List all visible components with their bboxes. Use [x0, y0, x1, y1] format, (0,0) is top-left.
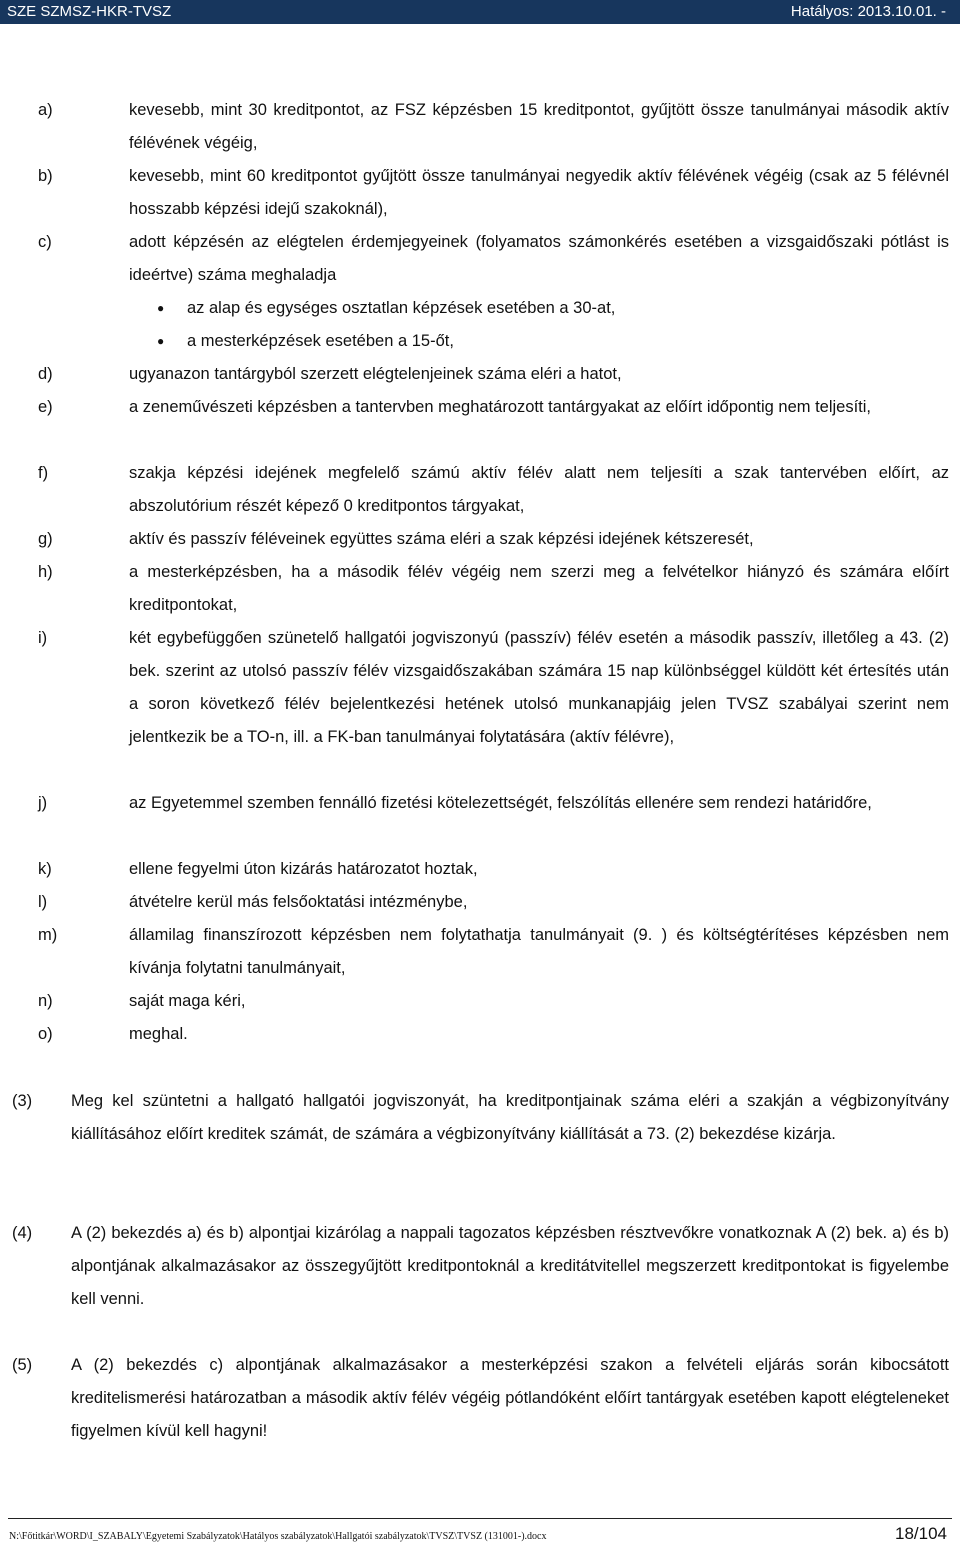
list-item-text: az Egyetemmel szemben fennálló fizetési kötelezettségét, felszólítás ellenére sem rendezi határidőre,	[129, 794, 872, 812]
list-item-label: n)	[38, 992, 53, 1010]
list-item-text: aktív és passzív féléveinek együttes száma eléri a szak képzési idejének kétszeresét,	[129, 530, 754, 548]
list-item-label: a)	[38, 101, 53, 119]
header-effective-date: Hatályos: 2013.10.01. -	[790, 3, 946, 20]
bullet-dot-icon: ●	[157, 301, 165, 315]
bullet-item	[0, 292, 960, 325]
header-document-code: SZE SZMSZ-HKR-TVSZ	[7, 3, 172, 20]
list-item-label: f)	[38, 464, 49, 482]
list-item-label: e)	[38, 398, 53, 416]
list-item-text: adott képzésén az elégtelen érdemjegyeinek (folyamatos számonkérés esetében a vizsgaidőszaki pótlást is ideértve) száma meghaladja	[129, 233, 949, 284]
section-number: (3)	[12, 1092, 33, 1110]
list-item-label: c)	[38, 233, 52, 251]
list-item-text: ugyanazon tantárgyból szerzett elégtelenjeinek száma eléri a hatot,	[129, 365, 622, 383]
footer-divider	[8, 1518, 952, 1519]
list-item-text: kevesebb, mint 30 kreditpontot, az FSZ képzésben 15 kreditpontot, gyűjtött össze tanulmányai második aktív félévének végéig,	[129, 101, 949, 152]
list-item-text: a zeneművészeti képzésben a tantervben meghatározott tantárgyakat az előírt időpontig nem teljesíti,	[129, 398, 872, 416]
section-number: (4)	[12, 1224, 33, 1242]
list-item-text: államilag finanszírozott képzésben nem folytathatja tanulmányait (9. ) és költségtérítéses képzésben nem kívánja folytatni tanulmányait,	[129, 926, 949, 977]
list-item-label: i)	[38, 629, 48, 647]
list-item-text: szakja képzési idejének megfelelő számú aktív félév alatt nem teljesíti a szak tantervében előírt, az abszolutórium részét képező 0 kreditpontos tárgyakat,	[129, 464, 949, 515]
list-item-label: o)	[38, 1025, 53, 1043]
list-item-text: a mesterképzésben, ha a második félév végéig nem szerzi meg a felvételkor hiányzó és számára előírt kreditpontokat,	[129, 563, 949, 614]
list-item-label: h)	[38, 563, 53, 581]
section-text: Meg kel szüntetni a hallgató hallgatói jogviszonyát, ha kreditpontjainak száma eléri a szakján a végbizonyítvány kiállításához előírt kreditek számát, de számára a végbizonyítvány kiállítását a 73. (2) bekezdése kizárja.	[71, 1092, 949, 1143]
list-item-text: átvételre kerül más felsőoktatási intézménybe,	[129, 893, 468, 911]
list-item-label: j)	[38, 794, 48, 812]
bullet-text: a mesterképzések esetében a 15-őt,	[187, 332, 454, 350]
list-item-text: két egybefüggően szünetelő hallgatói jogviszonyú (passzív) félév esetén a második passzív, illetőleg a 43. (2) bek. szerint az utolsó passzív félév vizsgaidőszakában számára 15 nap különbséggel küldött két értesítés után a soron következő félév bejelentkezési hetének utolsó munkanapjáig jelen TVSZ szabályai szerint nem jelentkezik be a TO-n, ill. a FK-ban tanulmányai folytatására (aktív félévre),	[129, 629, 949, 746]
list-item-text: ellene fegyelmi úton kizárás határozatot hoztak,	[129, 860, 478, 878]
bullet-dot-icon: ●	[157, 334, 165, 348]
footer-file-path: N:\Főtitkár\WORD\I_SZABALY\Egyetemi Szabályzatok\Hatályos szabályzatok\Hallgatói szabályzatok\TVSZ\TVSZ (131001-).docx	[9, 1531, 547, 1542]
list-item-text: saját maga kéri,	[129, 992, 246, 1010]
list-item-text: kevesebb, mint 60 kreditpontot gyűjtött össze tanulmányai negyedik aktív félévének végéig (csak az 5 félévnél hosszabb képzési idejű szakoknál),	[129, 167, 949, 218]
bullet-text: az alap és egységes osztatlan képzések esetében a 30-at,	[187, 299, 616, 317]
list-item-label: g)	[38, 530, 53, 548]
list-item-label: l)	[38, 893, 48, 911]
section-text: A (2) bekezdés c) alpontjának alkalmazásakor a mesterképzési szakon a felvételi eljárás során kibocsátott kreditelismerési határozatban a második aktív félév végéig pótlandóként előírt tantárgyak esetében kapott elégteleneket figyelmen kívül kell hagyni!	[71, 1356, 949, 1440]
list-item-text: meghal.	[129, 1025, 188, 1043]
section-number: (5)	[12, 1356, 33, 1374]
list-item-label: m)	[38, 926, 58, 944]
page-number: 18/104	[895, 1524, 947, 1543]
list-item-label: k)	[38, 860, 52, 878]
page-header	[0, 0, 960, 24]
section-text: A (2) bekezdés a) és b) alpontjai kizárólag a nappali tagozatos képzésben résztvevőkre vonatkoznak A (2) bek. a) és b) alpontjának alkalmazásakor az összegyűjtött kreditpontoknál a kreditátvitellel megszerzett kreditpontokat is figyelembe kell venni.	[71, 1224, 949, 1308]
list-item-label: b)	[38, 167, 53, 185]
list-item-label: d)	[38, 365, 53, 383]
bullet-item	[0, 325, 960, 358]
